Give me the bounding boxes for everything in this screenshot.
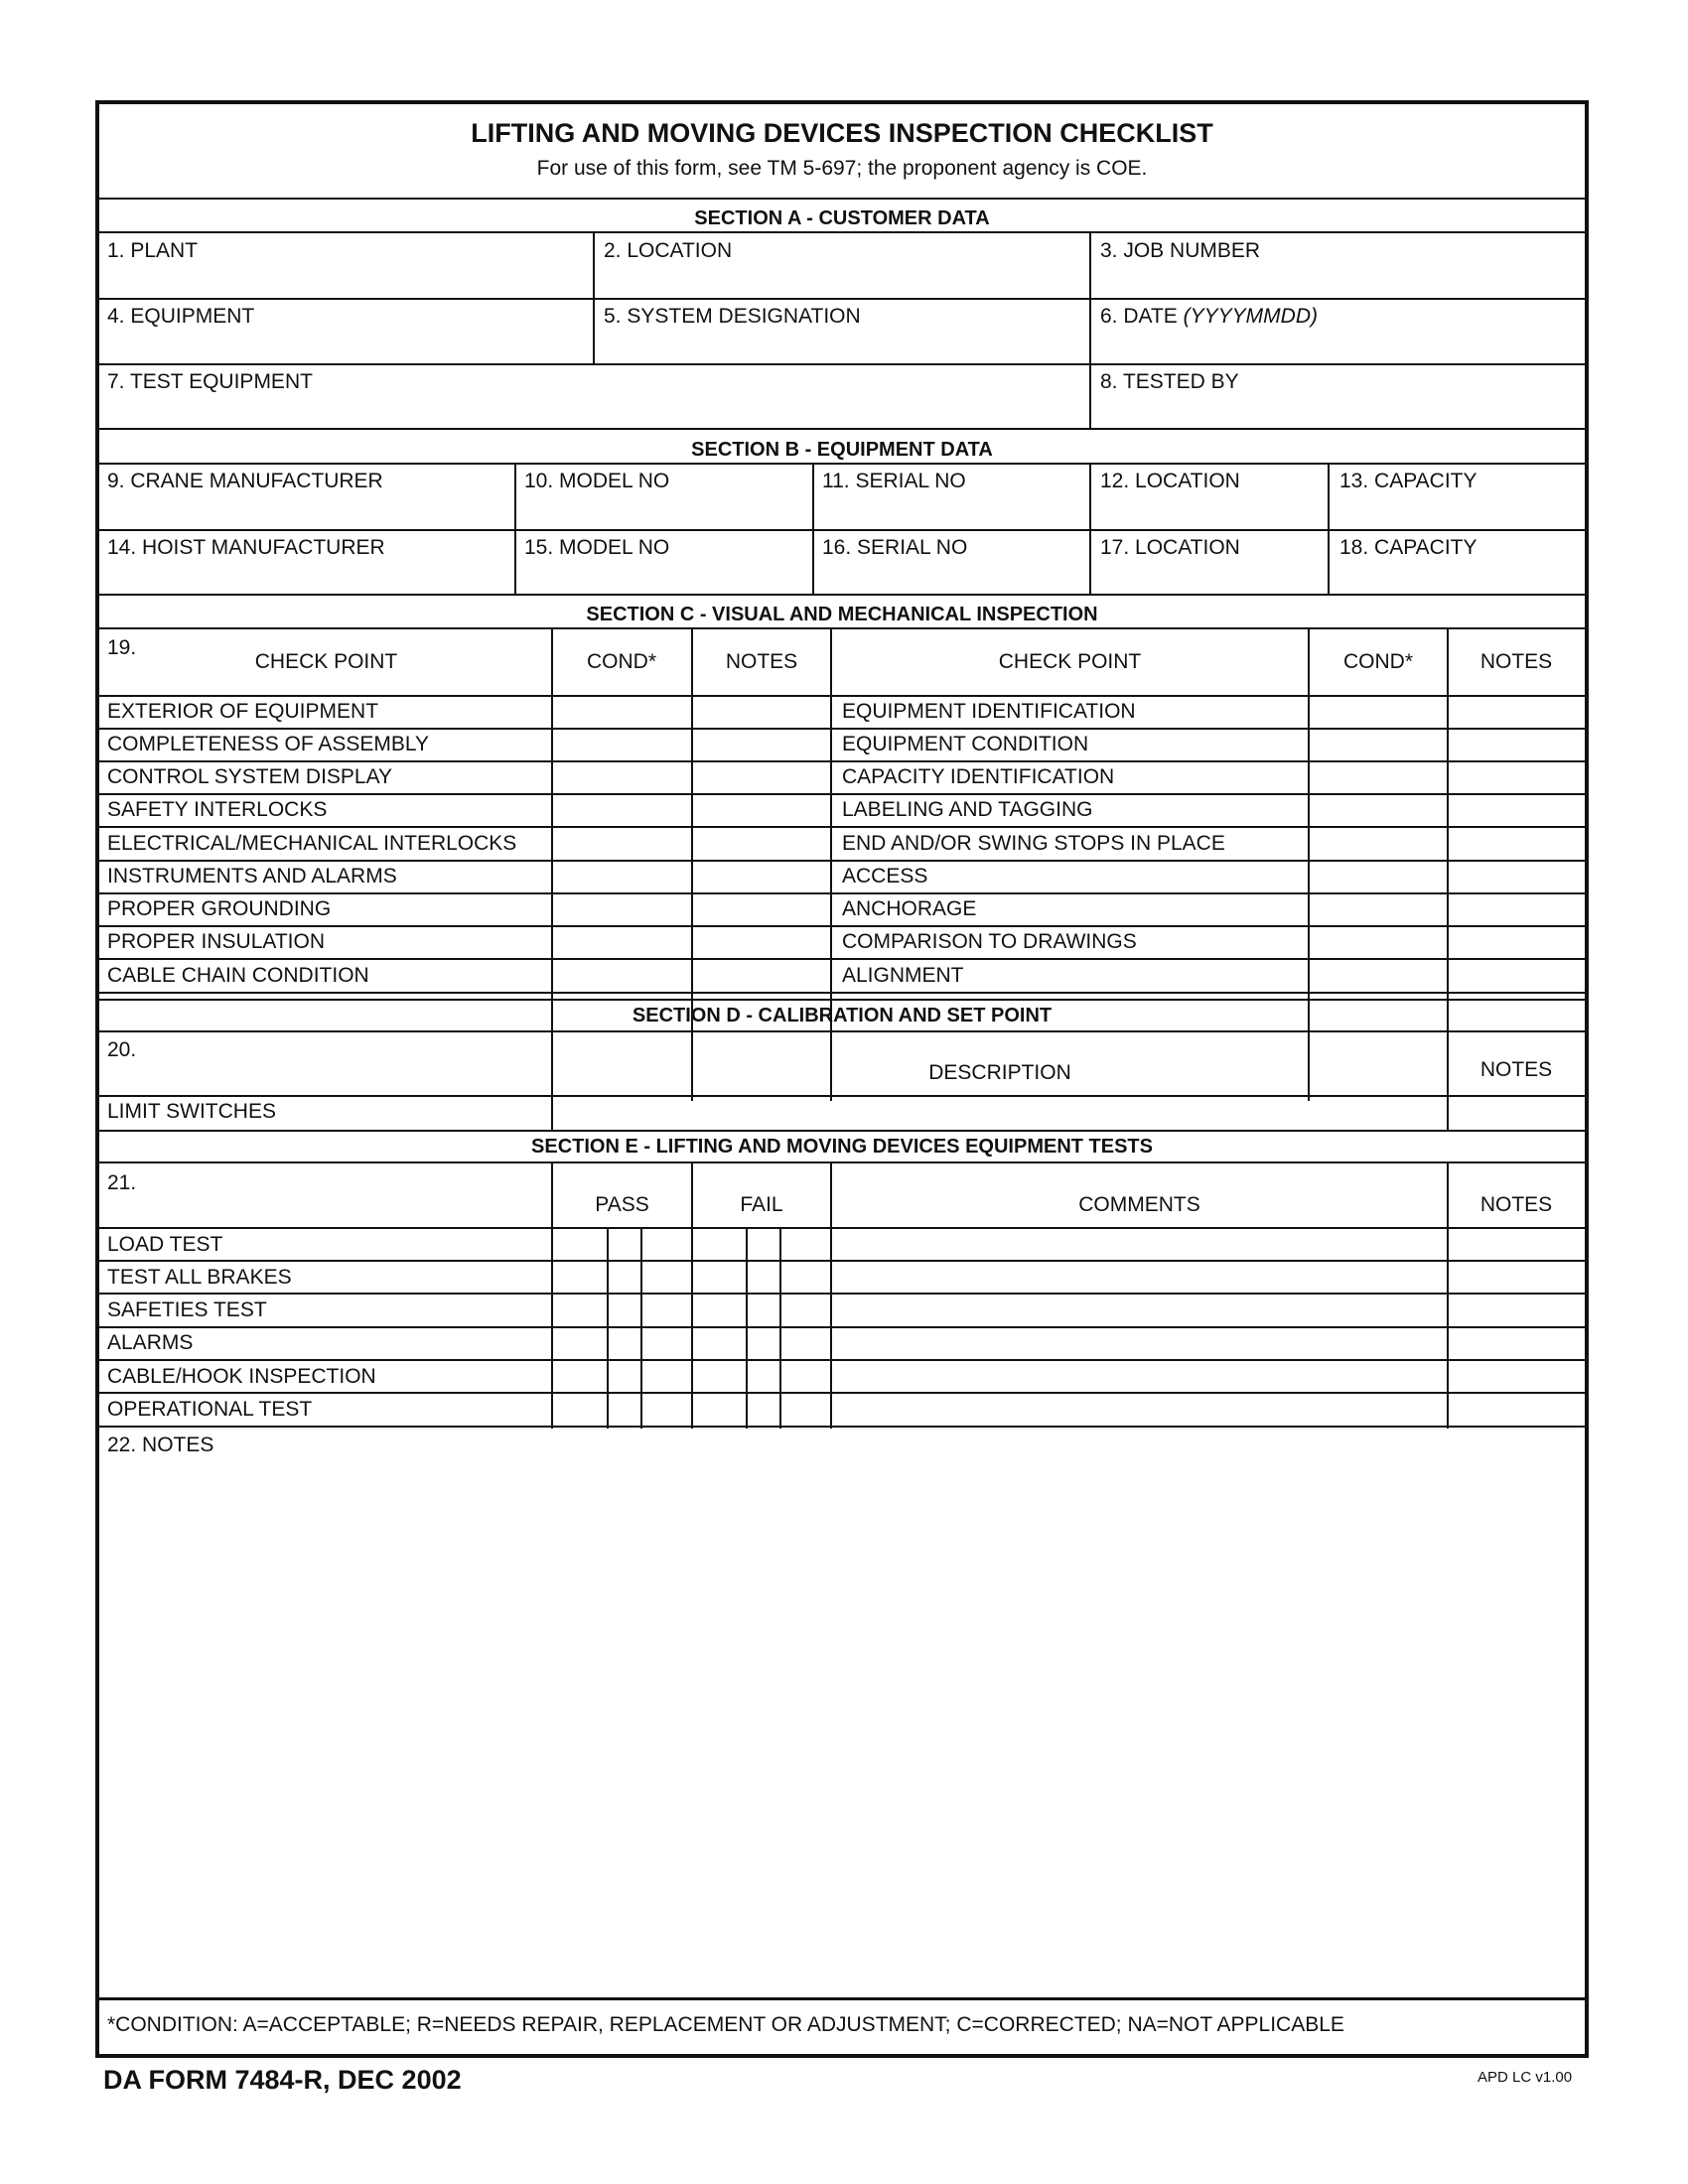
notes-column-left[interactable] [693, 697, 830, 992]
crane-model-field[interactable]: 10. MODEL NO [524, 470, 670, 492]
pass-header: PASS [595, 1193, 649, 1216]
checklist-item: COMPARISON TO DRAWINGS [842, 930, 1137, 953]
checklist-item: EXTERIOR OF EQUIPMENT [107, 700, 379, 723]
divider [99, 594, 1585, 596]
date-format: (YYYYMMDD) [1183, 305, 1318, 328]
checklist-item: ANCHORAGE [842, 897, 977, 920]
system-designation-field[interactable]: 5. SYSTEM DESIGNATION [604, 305, 861, 328]
notes-column-right[interactable] [1449, 697, 1585, 992]
notes-label: 22. NOTES [107, 1433, 214, 1456]
check-point-header: CHECK POINT [998, 650, 1142, 673]
checklist-item: END AND/OR SWING STOPS IN PLACE [842, 832, 1225, 855]
divider [514, 463, 516, 595]
tested-by-field[interactable]: 8. TESTED BY [1100, 370, 1239, 393]
divider [99, 463, 1585, 465]
test-item: CABLE/HOOK INSPECTION [107, 1365, 376, 1388]
pass-checkbox-column[interactable] [609, 1229, 640, 1426]
crane-location-field[interactable]: 12. LOCATION [1100, 470, 1240, 492]
notes-header: NOTES [1479, 1193, 1553, 1216]
checklist-item: PROPER GROUNDING [107, 897, 332, 920]
check-point-header: CHECK POINT [254, 650, 398, 673]
cond-column-left[interactable] [553, 697, 691, 992]
checklist-item: ACCESS [842, 865, 928, 887]
fail-checkbox-column[interactable] [748, 1229, 779, 1426]
divider [99, 1161, 1585, 1163]
divider [99, 428, 1585, 430]
hoist-model-field[interactable]: 15. MODEL NO [524, 536, 670, 559]
divider [99, 627, 1585, 629]
checklist-item: EQUIPMENT CONDITION [842, 733, 1089, 755]
form-title: LIFTING AND MOVING DEVICES INSPECTION CHECKLIST [471, 118, 1213, 148]
hoist-manufacturer-field[interactable]: 14. HOIST MANUFACTURER [107, 536, 385, 559]
checklist-item: ELECTRICAL/MECHANICAL INTERLOCKS [107, 832, 517, 855]
hoist-capacity-field[interactable]: 18. CAPACITY [1339, 536, 1477, 559]
divider [99, 1130, 1585, 1132]
checklist-item: LABELING AND TAGGING [842, 798, 1093, 821]
comments-header: COMMENTS [1078, 1193, 1200, 1216]
cond-header: COND* [586, 650, 656, 673]
location-field[interactable]: 2. LOCATION [604, 239, 733, 262]
divider [1089, 231, 1091, 429]
divider [99, 298, 1585, 300]
form-subtitle: For use of this form, see TM 5-697; the proponent agency is COE. [536, 157, 1148, 180]
form-number: DA FORM 7484-R, DEC 2002 [103, 2065, 462, 2095]
date-field[interactable] [1100, 305, 1318, 329]
notes-header: NOTES [725, 650, 798, 673]
section-a-heading: SECTION A - CUSTOMER DATA [694, 207, 990, 229]
checklist-item: CONTROL SYSTEM DISPLAY [107, 765, 393, 788]
checklist-item: EQUIPMENT IDENTIFICATION [842, 700, 1136, 723]
cond-header: COND* [1342, 650, 1413, 673]
divider [1089, 463, 1091, 595]
fail-header: FAIL [740, 1193, 783, 1216]
section-e-number: 21. [107, 1171, 137, 1194]
divider [99, 999, 1585, 1001]
divider [593, 231, 595, 364]
notes-header: NOTES [1479, 1058, 1553, 1081]
description-header: DESCRIPTION [928, 1061, 1071, 1084]
divider [99, 1030, 1585, 1032]
equipment-field[interactable]: 4. EQUIPMENT [107, 305, 255, 328]
crane-manufacturer-field[interactable]: 9. CRANE MANUFACTURER [107, 470, 383, 492]
section-c-heading: SECTION C - VISUAL AND MECHANICAL INSPECTION [586, 604, 1098, 625]
test-item: SAFETIES TEST [107, 1298, 267, 1321]
notes-textarea[interactable] [101, 1460, 1583, 1996]
condition-legend: *CONDITION: A=ACCEPTABLE; R=NEEDS REPAIR, REPLACEMENT OR ADJUSTMENT; C=CORRECTED; NA=NOT APPLICABLE [107, 2013, 1344, 2036]
form-version: APD LC v1.00 [1477, 2069, 1573, 2086]
job-number-field[interactable]: 3. JOB NUMBER [1100, 239, 1261, 262]
checklist-item: CABLE CHAIN CONDITION [107, 964, 369, 987]
section-c-number: 19. [107, 636, 137, 659]
hoist-location-field[interactable]: 17. LOCATION [1100, 536, 1240, 559]
notes-header: NOTES [1479, 650, 1553, 673]
limit-switches-description-cell[interactable] [553, 1097, 1447, 1129]
divider [99, 363, 1585, 365]
test-item: TEST ALL BRAKES [107, 1266, 292, 1289]
limit-switches-label: LIMIT SWITCHES [107, 1100, 276, 1123]
section-d-number: 20. [107, 1038, 137, 1061]
divider [99, 231, 1585, 233]
section-e-heading: SECTION E - LIFTING AND MOVING DEVICES EQUIPMENT TESTS [531, 1136, 1153, 1158]
checklist-item: CAPACITY IDENTIFICATION [842, 765, 1115, 788]
test-item: LOAD TEST [107, 1233, 223, 1256]
crane-capacity-field[interactable]: 13. CAPACITY [1339, 470, 1477, 492]
section-b-heading: SECTION B - EQUIPMENT DATA [691, 439, 993, 461]
divider [99, 1997, 1585, 2000]
inspection-form [95, 100, 1589, 2058]
notes-column[interactable] [1449, 1229, 1585, 1426]
divider [812, 463, 814, 595]
checklist-item: PROPER INSULATION [107, 930, 325, 953]
divider [1328, 463, 1330, 595]
divider [99, 198, 1585, 200]
divider [99, 529, 1585, 531]
checklist-item: INSTRUMENTS AND ALARMS [107, 865, 397, 887]
checklist-item: SAFETY INTERLOCKS [107, 798, 328, 821]
checklist-item: COMPLETENESS OF ASSEMBLY [107, 733, 430, 755]
hoist-serial-field[interactable]: 16. SERIAL NO [822, 536, 968, 559]
section-d-heading: SECTION D - CALIBRATION AND SET POINT [632, 1005, 1053, 1026]
test-item: ALARMS [107, 1331, 194, 1354]
crane-serial-field[interactable]: 11. SERIAL NO [822, 470, 966, 492]
comments-column[interactable] [832, 1229, 1447, 1426]
limit-switches-notes-cell[interactable] [1449, 1097, 1585, 1129]
cond-column-right[interactable] [1310, 697, 1447, 992]
checklist-item: ALIGNMENT [842, 964, 964, 987]
test-equipment-field[interactable]: 7. TEST EQUIPMENT [107, 370, 313, 393]
test-item: OPERATIONAL TEST [107, 1398, 313, 1421]
date-label: 6. DATE [1100, 305, 1178, 328]
plant-field[interactable]: 1. PLANT [107, 239, 199, 262]
